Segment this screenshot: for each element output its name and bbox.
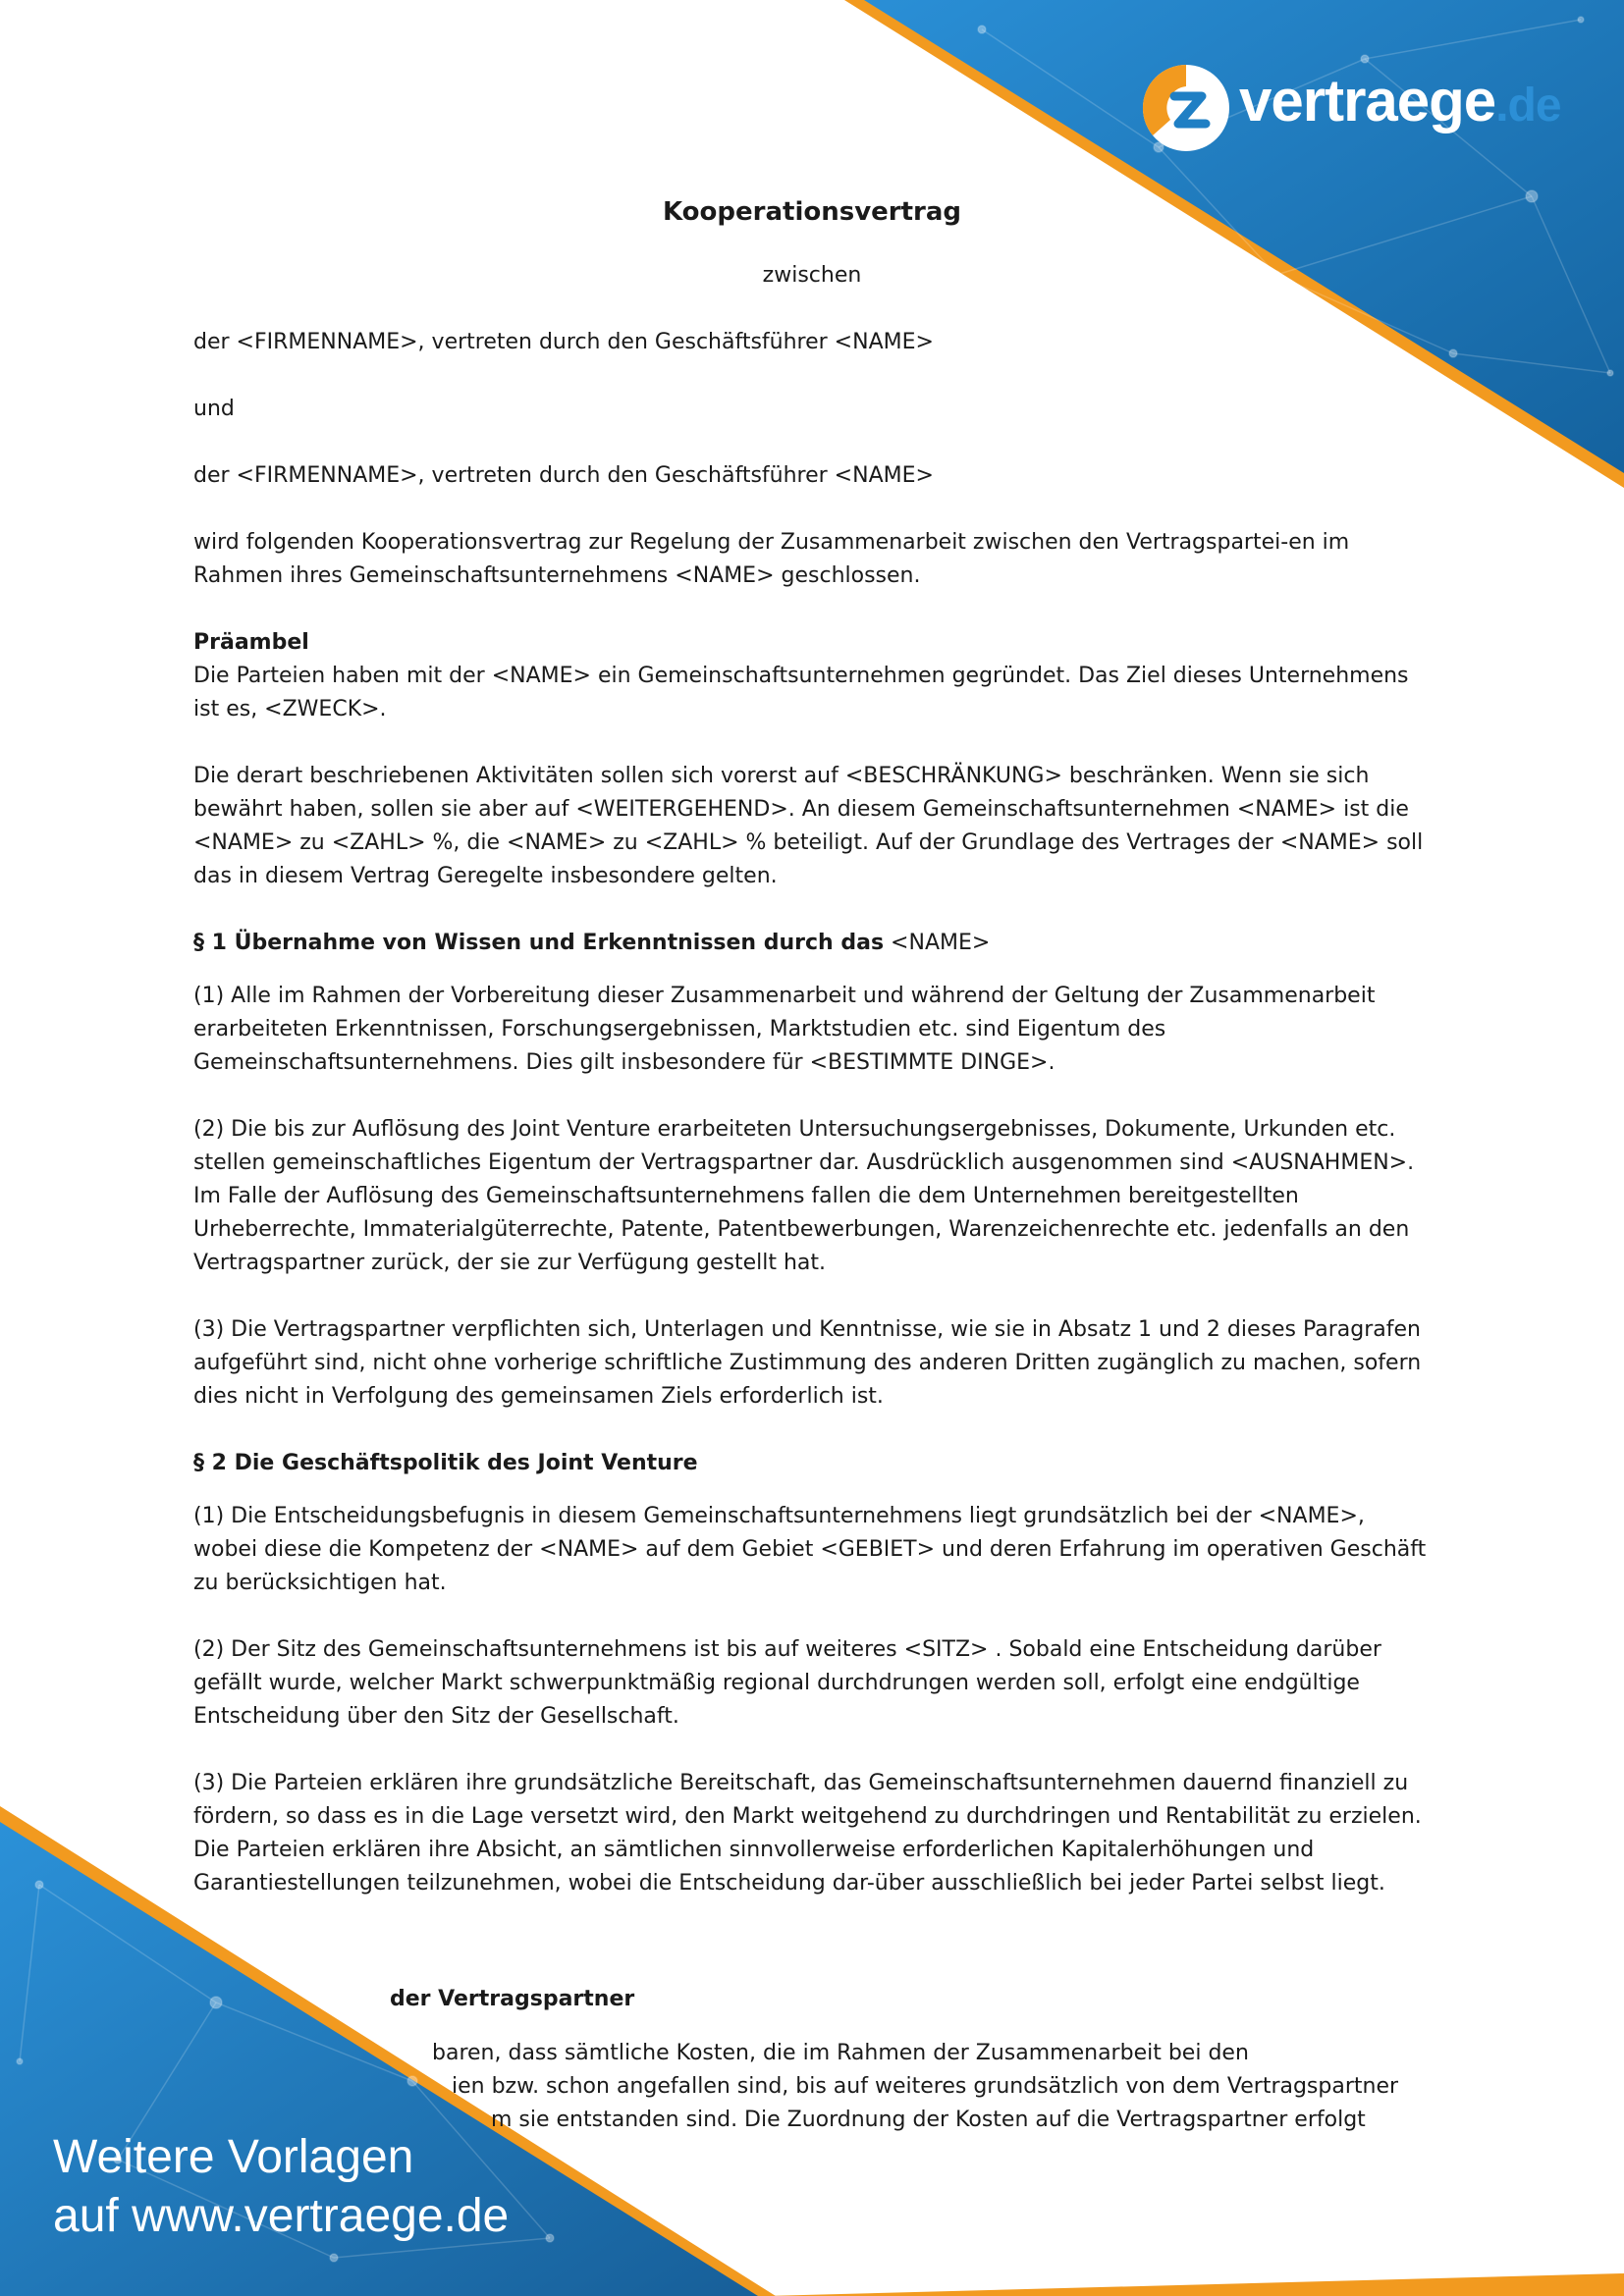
logo-wordmark [1239, 67, 1561, 134]
preamble-paragraph-2: Die derart beschriebenen Aktivitäten sollen sich vorerst auf <BESCHRÄNKUNG> beschränken. Wenn sie sich bewährt haben, sollen sie aber auf <WEITERGEHEND>. An diesem Gemeinschaftsunternehmen <NAME> ist die <NAME> zu <ZAHL> %, die <NAME> zu <ZAHL> % beteiligt. Auf der Grundlage des Vertrages der <NAME> soll das in diesem Vertrag Geregelte insbesondere gelten. [193, 764, 1424, 888]
section-1-heading-name: <NAME> [884, 931, 991, 955]
party-1: der <FIRMENNAME>, vertreten durch den Geschäftsführer <NAME> [193, 330, 934, 354]
section-1-heading [193, 927, 1431, 960]
document-title: Kooperationsvertrag [662, 197, 962, 227]
between-label: zwischen [762, 263, 862, 288]
section-1-paragraph-1: (1) Alle im Rahmen der Vorbereitung dieser Zusammenarbeit und während der Geltung der Zusammenarbeit erarbeiteten Erkenntnissen, Forschungsergebnissen, Marktstudien etc. sind Eigentum des Gemeinschaftsunternehmens. Dies gilt insbesondere für <BESTIMMTE DINGE>. [193, 984, 1376, 1075]
bottom-right-accent [766, 2273, 1624, 2296]
party-2: der <FIRMENNAME>, vertreten durch den Geschäftsführer <NAME> [193, 463, 934, 488]
section-3-heading: der Vertragspartner [390, 1987, 635, 2011]
brand-logo[interactable] [1141, 61, 1602, 155]
preamble-paragraph-1: Die Parteien haben mit der <NAME> ein Gemeinschaftsunternehmen gegründet. Das Ziel dieses Unternehmens ist es, <ZWECK>. [193, 664, 1409, 721]
section-2-heading: § 2 Die Geschäftspolitik des Joint Venture [193, 1451, 698, 1475]
logo-mark-icon [1141, 63, 1231, 153]
section-1-paragraph-3: (3) Die Vertragspartner verpflichten sich, Unterlagen und Kenntnisse, wie sie in Absatz 1 und 2 dieses Paragrafen aufgeführt sind, nicht ohne vorherige schriftliche Zustimmung des anderen Dritten zugänglich zu machen, sofern dies nicht in Verfolgung des gemeinsamen Ziels erforderlich ist. [193, 1317, 1422, 1409]
logo-tld: .de [1495, 80, 1561, 132]
section-2-paragraph-3: (3) Die Parteien erklären ihre grundsätzliche Bereitschaft, das Gemeinschaftsunternehmen dauernd finanziell zu fördern, so dass es in die Lage versetzt wird, den Markt weitgehend zu durchdringen und Rentabilität zu erzielen. Die Parteien erklären ihre Absicht, an sämtlichen sinnvollerweise erforderlichen Kapitalerhöhungen und Garantiestellungen teilzunehmen, wobei die Entscheidung dar-über ausschließlich bei jeder Partei selbst liegt. [193, 1771, 1422, 1896]
section-2-paragraph-1: (1) Die Entscheidungsbefugnis in diesem Gemeinschaftsunternehmens liegt grundsätzlich bei der <NAME>, wobei diese die Kompetenz der <NAME> auf dem Gebiet <GEBIET> und deren Erfahrung im operativen Geschäft zu berücksichtigen hat. [193, 1504, 1427, 1595]
footer-promo[interactable] [53, 2128, 509, 2246]
footer-promo-line-2[interactable]: auf www.vertraege.de [53, 2190, 510, 2242]
footer-promo-line-1: Weitere Vorlagen [53, 2131, 414, 2183]
section-3-line-2: ien bzw. schon angefallen sind, bis auf weiteres grundsätzlich von dem Vertragspartner [452, 2074, 1399, 2099]
section-3-line-3: m sie entstanden sind. Die Zuordnung der Kosten auf die Vertragspartner erfolgt [491, 2108, 1366, 2132]
section-3-line-1: baren, dass sämtliche Kosten, die im Rahmen der Zusammenarbeit bei den [432, 2041, 1249, 2065]
section-2-paragraph-2: (2) Der Sitz des Gemeinschaftsunternehmens ist bis auf weiteres <SITZ> . Sobald eine Entscheidung darüber gefällt wurde, welcher Markt schwerpunktmäßig regional durchdrungen werden soll, erfolgt eine endgültige Entscheidung über den Sitz der Gesellschaft. [193, 1637, 1381, 1729]
section-1-paragraph-2: (2) Die bis zur Auflösung des Joint Venture erarbeiteten Untersuchungsergebnisses, Dokumente, Urkunden etc. stellen gemeinschaftliches Eigentum der Vertragspartner dar. Ausdrücklich ausgenommen sind <AUSNAHMEN>. Im Falle der Auflösung des Gemeinschaftsunternehmens fallen die dem Unternehmen bereitgestellten Urheberrechte, Immaterialgüterrechte, Patente, Patentbewerbungen, Warenzeichenrechte etc. jedenfalls an den Vertragspartner zurück, der sie zur Verfügung gestellt hat. [193, 1117, 1415, 1275]
and-label: und [193, 397, 235, 421]
preamble-heading: Präambel [193, 630, 309, 655]
intro-paragraph: wird folgenden Kooperationsvertrag zur Regelung der Zusammenarbeit zwischen den Vertragspartei-en im Rahmen ihres Gemeinschaftsunternehmens <NAME> geschlossen. [193, 530, 1350, 588]
section-1-heading-bold: § 1 Übernahme von Wissen und Erkenntnissen durch das [193, 931, 885, 955]
contract-document [193, 192, 1431, 1934]
logo-word: vertraege [1239, 68, 1496, 133]
